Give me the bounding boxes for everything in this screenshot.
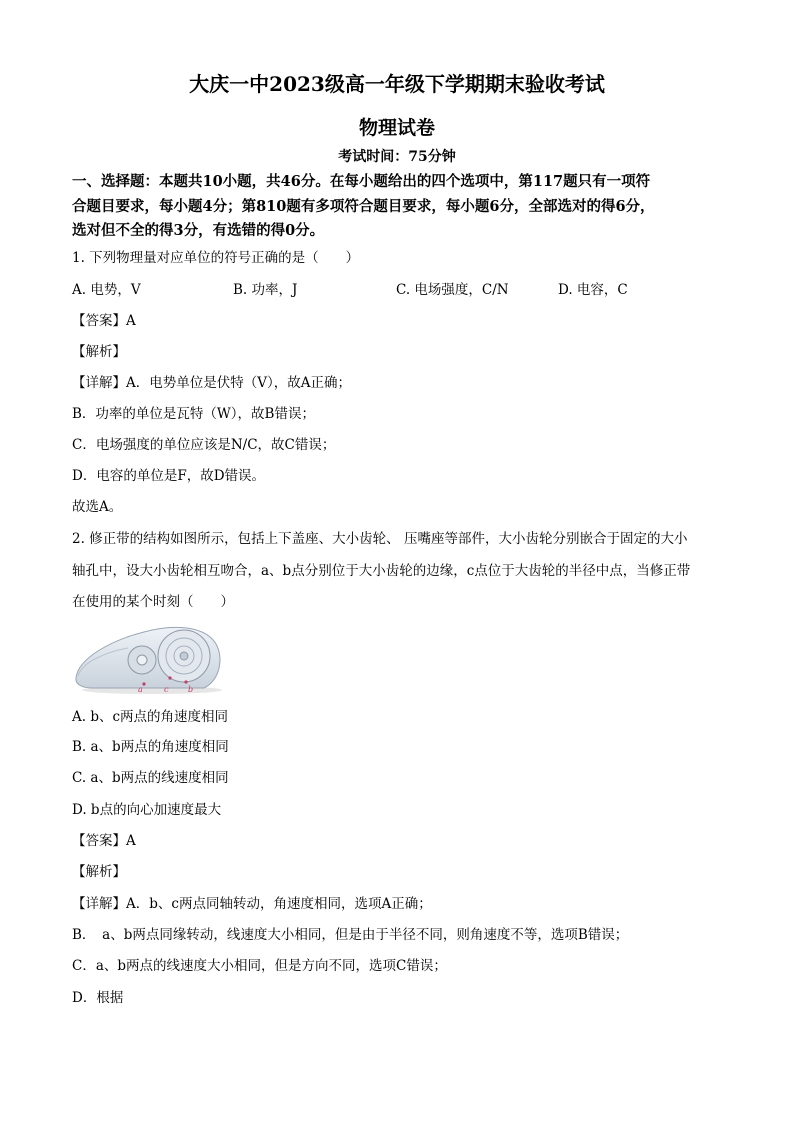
q1-answer: 【答案】A bbox=[72, 313, 136, 329]
q1-analysis-label: 【解析】 bbox=[72, 344, 126, 360]
q1-detail-line: C．电场强度的单位应该是N/C，故C错误； bbox=[72, 437, 336, 453]
q2-detail-line: C．a、b两点的线速度大小相同，但是方向不同，选项C错误； bbox=[72, 958, 447, 974]
section-instructions-line-1: 一、选择题：本题共10小题，共46分。在每小题给出的四个选项中，第117题只有一项符 bbox=[72, 173, 651, 190]
q2-detail-line: D．根据 bbox=[72, 990, 124, 1006]
q1-stem: 1. 下列物理量对应单位的符号正确的是（ ） bbox=[72, 250, 360, 266]
q2-option-d: D. b点的向心加速度最大 bbox=[72, 802, 222, 818]
q2-detail-line: 【详解】A．b、c两点同轴转动，角速度相同，选项A正确； bbox=[72, 896, 432, 912]
label-b: b bbox=[188, 685, 194, 694]
q1-option-a: A. 电势，V bbox=[72, 282, 141, 298]
q1-detail-line: 【详解】A．电势单位是伏特（V），故A正确； bbox=[72, 375, 351, 391]
label-a: a bbox=[138, 685, 143, 694]
q1-option-b: B. 功率，J bbox=[233, 282, 298, 298]
q2-option-a: A. b、c两点的角速度相同 bbox=[72, 709, 229, 725]
q2-answer: 【答案】A bbox=[72, 833, 136, 849]
q2-stem-line-1: 2. 修正带的结构如图所示，包括上下盖座、大小齿轮、 压嘴座等部件，大小齿轮分别嵌合于固定的大小 bbox=[72, 531, 688, 547]
label-c: c bbox=[164, 685, 169, 694]
q2-option-b: B. a、b两点的角速度相同 bbox=[72, 739, 229, 755]
exam-subtitle: 物理试卷 bbox=[358, 117, 435, 139]
q1-option-d: D. 电容，C bbox=[558, 282, 628, 298]
q2-option-c: C. a、b两点的线速度相同 bbox=[72, 770, 229, 786]
section-instructions-line-2: 合题目要求，每小题4分；第810题有多项符合题目要求，每小题6分，全部选对的得6分， bbox=[72, 198, 655, 215]
q2-stem-line-3: 在使用的某个时刻（ ） bbox=[72, 594, 234, 610]
section-instructions-line-3: 选对但不全的得3分，有选错的得0分。 bbox=[72, 222, 325, 239]
q1-detail-line: D．电容的单位是F，故D错误。 bbox=[72, 468, 266, 484]
q2-stem-line-2: 轴孔中，设大小齿轮相互吻合，a、b点分别位于大小齿轮的边缘，c点位于大齿轮的半径中点，当修正带 bbox=[72, 563, 691, 579]
q2-detail-line: B． a、b两点同缘转动，线速度大小相同，但是由于半径不同，则角速度不等，选项B错误； bbox=[72, 927, 629, 943]
correction-tape-figure bbox=[72, 618, 224, 696]
q1-detail-line: 故选A。 bbox=[72, 499, 123, 515]
q1-detail-line: B．功率的单位是瓦特（W），故B错误； bbox=[72, 406, 315, 422]
q1-option-c: C. 电场强度，C/N bbox=[396, 282, 509, 298]
exam-time: 考试时间：75分钟 bbox=[338, 149, 456, 165]
exam-title: 大庆一中2023级高一年级下学期期末验收考试 bbox=[189, 72, 605, 96]
q2-analysis-label: 【解析】 bbox=[72, 864, 126, 880]
